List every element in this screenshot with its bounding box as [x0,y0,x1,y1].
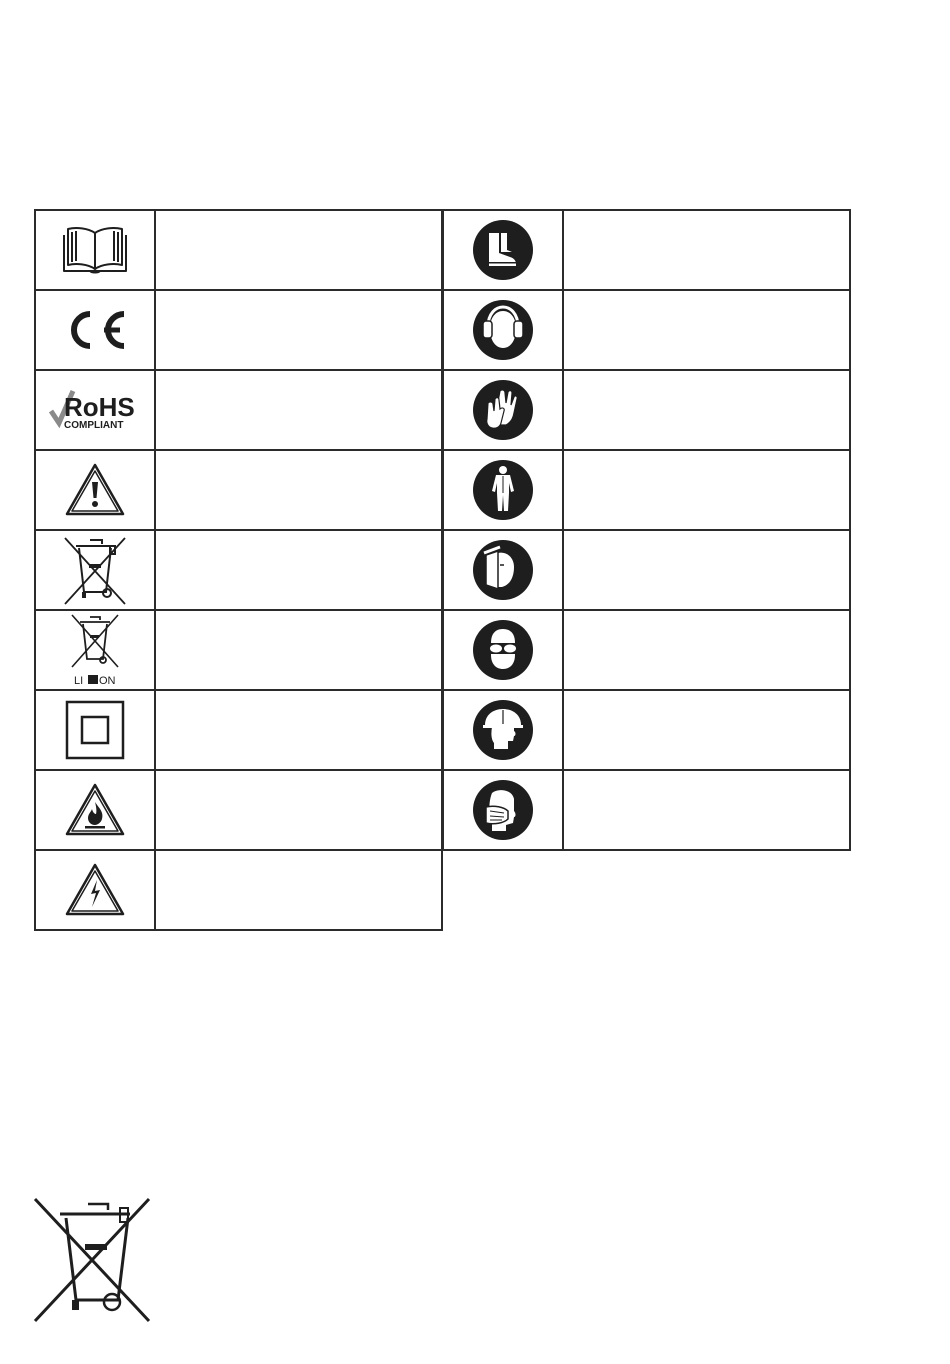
description-cell [563,290,850,370]
icon-cell [35,450,155,530]
description-cell [155,610,442,690]
description-cell [563,450,850,530]
description-cell [155,450,442,530]
class-ii-double-insulation-icon [65,700,125,760]
weee-bin-large-icon [32,1196,154,1324]
icon-cell [35,770,155,850]
table-row [443,690,850,770]
table-row [443,370,850,450]
rohs-sub-label: COMPLIANT [64,420,124,431]
ear-protection-icon [472,299,534,361]
table-row [443,530,850,610]
table-row [443,290,850,370]
icon-cell [35,690,155,770]
rohs-label: RoHS [64,392,135,422]
li-label: LI [74,675,84,687]
description-cell [155,850,442,930]
safety-gloves-icon [472,379,534,441]
description-cell [563,370,850,450]
icon-cell [443,690,563,770]
table-row [35,530,442,610]
table-row [35,290,442,370]
description-cell [155,290,442,370]
ion-label: ON [99,675,116,687]
safety-boots-icon [472,219,534,281]
description-cell [563,210,850,290]
table-row [443,450,850,530]
safety-goggles-icon [472,619,534,681]
description-cell [155,530,442,610]
icon-cell [443,210,563,290]
description-cell [563,530,850,610]
description-cell [155,210,442,290]
table-row [443,610,850,690]
icon-cell [443,610,563,690]
icon-cell [443,290,563,370]
warning-triangle-icon [64,462,126,518]
icon-cell [443,530,563,610]
electric-shock-warning-icon [64,862,126,918]
icon-cell [35,370,155,450]
description-cell [563,690,850,770]
icon-cell [35,850,155,930]
face-shield-icon [472,539,534,601]
weee-bin-icon [62,534,128,606]
table-row [35,770,442,850]
icon-cell [443,770,563,850]
table-row [443,770,850,850]
description-cell [563,610,850,690]
description-cell [155,770,442,850]
table-row [35,210,442,290]
table-row [35,850,442,930]
table-row [35,370,442,450]
symbols-table-right [442,209,851,851]
read-manual-icon [62,225,128,275]
ce-mark-icon [60,308,130,352]
icon-cell [35,610,155,690]
table-row [35,450,442,530]
description-cell [155,370,442,450]
hard-hat-icon [472,699,534,761]
icon-cell [35,290,155,370]
table-row [35,690,442,770]
protective-clothing-icon [472,459,534,521]
symbols-table-left [34,209,443,931]
icon-cell [443,450,563,530]
dust-mask-icon [472,779,534,841]
li-ion-bin-icon [62,613,128,687]
description-cell [155,690,442,770]
table-row [35,610,442,690]
table-row [443,210,850,290]
description-cell [563,770,850,850]
icon-cell [35,210,155,290]
rohs-compliant-icon [47,387,143,433]
flammable-warning-icon [64,782,126,838]
icon-cell [35,530,155,610]
icon-cell [443,370,563,450]
